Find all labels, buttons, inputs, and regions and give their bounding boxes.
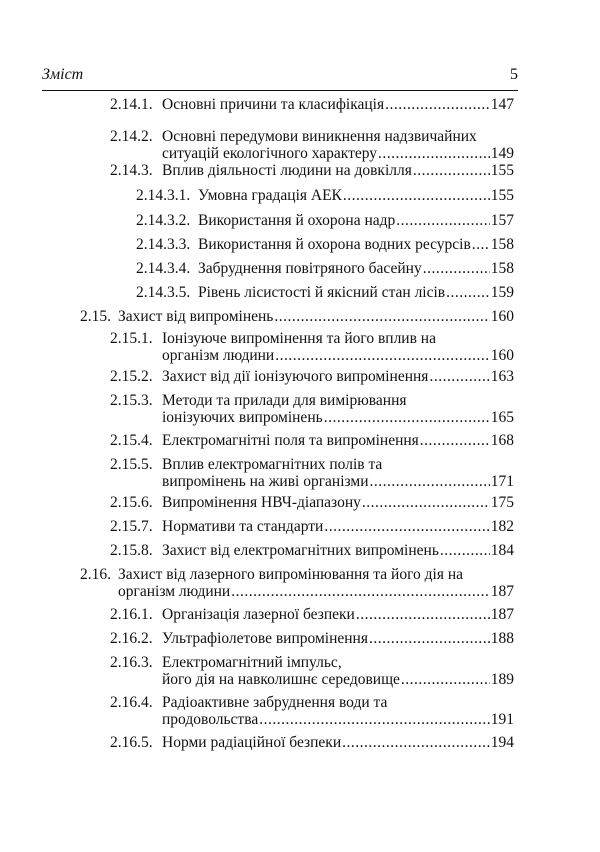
- toc-entry-title: Основні передумови виникнення надзвичайних: [162, 128, 477, 145]
- toc-leader-dots: [369, 630, 490, 647]
- toc-entry-page: 184: [490, 542, 514, 559]
- toc-entry-title: Основні причини та класифікація: [162, 96, 385, 113]
- toc-entry-page: 171: [490, 473, 514, 490]
- toc-entry-number: 2.15.2.: [110, 368, 153, 385]
- toc-leader-dots: [413, 162, 490, 179]
- toc-leader-dots: [370, 473, 490, 490]
- toc-leader-dots: [274, 308, 489, 325]
- toc-entry-title: Захист від дії іонізуючого випромінення: [162, 368, 429, 385]
- toc-entry-page: 157: [490, 212, 514, 229]
- toc-entry[interactable]: [110, 494, 514, 511]
- toc-entry-title: Випромінення НВЧ-діапазону: [162, 494, 361, 511]
- toc-entry-page: 163: [490, 368, 514, 385]
- toc-leader-dots: [275, 347, 490, 364]
- toc-entry[interactable]: [110, 330, 514, 364]
- toc-entry[interactable]: [136, 212, 514, 229]
- toc-entry-number: 2.16.1.: [110, 606, 153, 623]
- toc-entry-page: 160: [490, 347, 514, 364]
- toc-entry-number: 2.14.3.2.: [136, 212, 191, 229]
- toc-entry-title: Методи та прилади для вимірювання: [162, 392, 407, 409]
- toc-leader-dots: [396, 212, 489, 229]
- toc-entry[interactable]: [110, 654, 514, 688]
- toc-entry-title: продовольства: [162, 711, 259, 728]
- toc-entry[interactable]: [110, 96, 514, 113]
- toc-entry-number: 2.14.3.3.: [136, 236, 191, 253]
- toc-entry-title: Рівень лісистості й якісний стан лісів: [198, 284, 446, 301]
- toc-leader-dots: [324, 518, 489, 535]
- toc-entry[interactable]: [110, 734, 514, 751]
- toc-entry-number: 2.16.5.: [110, 734, 153, 751]
- toc-entry-page: 158: [490, 260, 514, 277]
- toc-entry-number: 2.14.2.: [110, 128, 153, 145]
- toc-leader-dots: [343, 187, 490, 204]
- toc-leader-dots: [362, 494, 490, 511]
- toc-leader-dots: [423, 260, 490, 277]
- toc-entry-number: 2.15.1.: [110, 330, 153, 347]
- toc-entry-page: 188: [490, 630, 514, 647]
- toc-entry-title: Вплив електромагнітних полів та: [162, 456, 383, 473]
- toc-entry-title: Організація лазерної безпеки: [162, 606, 355, 623]
- toc-entry-page: 175: [490, 494, 514, 511]
- toc-entry-number: 2.14.3.: [110, 162, 153, 179]
- toc-entry-title: Ультрафіолетове випромінення: [162, 630, 368, 647]
- toc-entry-page: 155: [490, 187, 514, 204]
- toc-entry[interactable]: [80, 566, 514, 600]
- toc-entry-page: 165: [490, 409, 514, 426]
- toc-entry-page: 187: [490, 606, 514, 623]
- toc-entry[interactable]: [110, 630, 514, 647]
- toc-entry-title: випромінень на живі організми: [162, 473, 369, 490]
- toc-leader-dots: [440, 542, 490, 559]
- page-number: 5: [510, 66, 518, 83]
- toc-entry[interactable]: [80, 308, 514, 325]
- toc-entry[interactable]: [110, 432, 514, 449]
- toc-entry-page: 149: [490, 145, 514, 162]
- toc-entry-number: 2.16.3.: [110, 654, 153, 671]
- toc-entry-number: 2.15.: [80, 308, 111, 325]
- toc-entry-title: Електромагнітний імпульс,: [162, 654, 342, 671]
- toc-entry-number: 2.16.4.: [110, 694, 153, 711]
- toc-entry-page: 187: [490, 583, 514, 600]
- toc-entry-title: ситуацій екологічного характеру: [162, 145, 378, 162]
- toc-entry[interactable]: [110, 694, 514, 728]
- running-header: [42, 66, 518, 91]
- toc-entry-title: Вплив діяльності людини на довкілля: [162, 162, 412, 179]
- toc-leader-dots: [472, 236, 490, 253]
- toc-leader-dots: [446, 284, 490, 301]
- toc-entry-title: Радіоактивне забруднення води та: [162, 694, 388, 711]
- toc-entry-number: 2.16.2.: [110, 630, 153, 647]
- toc-entry[interactable]: [110, 392, 514, 426]
- toc-entry[interactable]: [136, 236, 514, 253]
- toc-entry-page: 159: [490, 284, 514, 301]
- toc-entry[interactable]: [136, 187, 514, 204]
- toc-entry-title: його дія на навколишнє середовище: [162, 671, 400, 688]
- toc-leader-dots: [259, 711, 490, 728]
- toc-entry-title: Нормативи та стандарти: [162, 518, 324, 535]
- toc-entry-number: 2.15.3.: [110, 392, 153, 409]
- toc-entry-number: 2.15.8.: [110, 542, 153, 559]
- toc-entry-title: Забруднення повітряного басейну: [198, 260, 422, 277]
- running-header-title: Зміст: [42, 66, 84, 83]
- toc-entry-title: Захист від випромінень: [118, 308, 274, 325]
- toc-leader-dots: [378, 145, 490, 162]
- toc-entry[interactable]: [110, 542, 514, 559]
- toc-entry-page: 160: [490, 308, 514, 325]
- toc-leader-dots: [356, 606, 490, 623]
- toc-entry-page: 158: [490, 236, 514, 253]
- toc-entry[interactable]: [136, 260, 514, 277]
- toc-entry-title: Електромагнітні поля та випромінення: [162, 432, 419, 449]
- toc-entry-page: 168: [490, 432, 514, 449]
- toc-entry-title: Захист від електромагнітних випромінень: [162, 542, 439, 559]
- toc-entry-title: Використання й охорона водних ресурсів: [198, 236, 471, 253]
- toc-entry-title: організм людини: [162, 347, 275, 364]
- toc-entry-number: 2.14.3.5.: [136, 284, 191, 301]
- toc-entry-number: 2.15.4.: [110, 432, 153, 449]
- toc-entry-title: Норми радіаційної безпеки: [162, 734, 342, 751]
- toc-entry-number: 2.15.7.: [110, 518, 153, 535]
- toc-leader-dots: [420, 432, 490, 449]
- toc-entry-title: Умовна градація АЕК: [198, 187, 342, 204]
- toc-entry-page: 189: [490, 671, 514, 688]
- toc-leader-dots: [429, 368, 489, 385]
- toc-entry-title: організм людини: [118, 583, 231, 600]
- toc-leader-dots: [324, 409, 490, 426]
- toc-entry-number: 2.15.5.: [110, 456, 153, 473]
- toc-entry-title: іонізуючих випромінень: [162, 409, 323, 426]
- toc-entry[interactable]: [136, 284, 514, 301]
- toc-entry[interactable]: [110, 518, 514, 535]
- toc-leader-dots: [342, 734, 490, 751]
- toc-entry[interactable]: [110, 368, 514, 385]
- toc-entry-title: Іонізуюче випромінення та його вплив на: [162, 330, 436, 347]
- toc-entry[interactable]: [110, 606, 514, 623]
- toc-entry-page: 182: [490, 518, 514, 535]
- toc-entry-page: 194: [490, 734, 514, 751]
- toc-entry-number: 2.14.3.1.: [136, 187, 191, 204]
- toc-entry-number: 2.15.6.: [110, 494, 153, 511]
- toc-entry[interactable]: [110, 162, 514, 179]
- toc-entry-page: 155: [490, 162, 514, 179]
- toc-entry-page: 147: [490, 96, 514, 113]
- toc-leader-dots: [401, 671, 490, 688]
- toc-entry[interactable]: [110, 128, 514, 162]
- toc-entry[interactable]: [110, 456, 514, 490]
- toc-leader-dots: [385, 96, 490, 113]
- toc-entry-number: 2.14.1.: [110, 96, 153, 113]
- toc-entry-page: 191: [490, 711, 514, 728]
- toc-leader-dots: [231, 583, 490, 600]
- toc-entry-number: 2.16.: [80, 566, 111, 583]
- toc-entry-title: Захист від лазерного випромінювання та його дія на: [118, 566, 464, 583]
- toc-entry-number: 2.14.3.4.: [136, 260, 191, 277]
- toc-entry-title: Використання й охорона надр: [198, 212, 396, 229]
